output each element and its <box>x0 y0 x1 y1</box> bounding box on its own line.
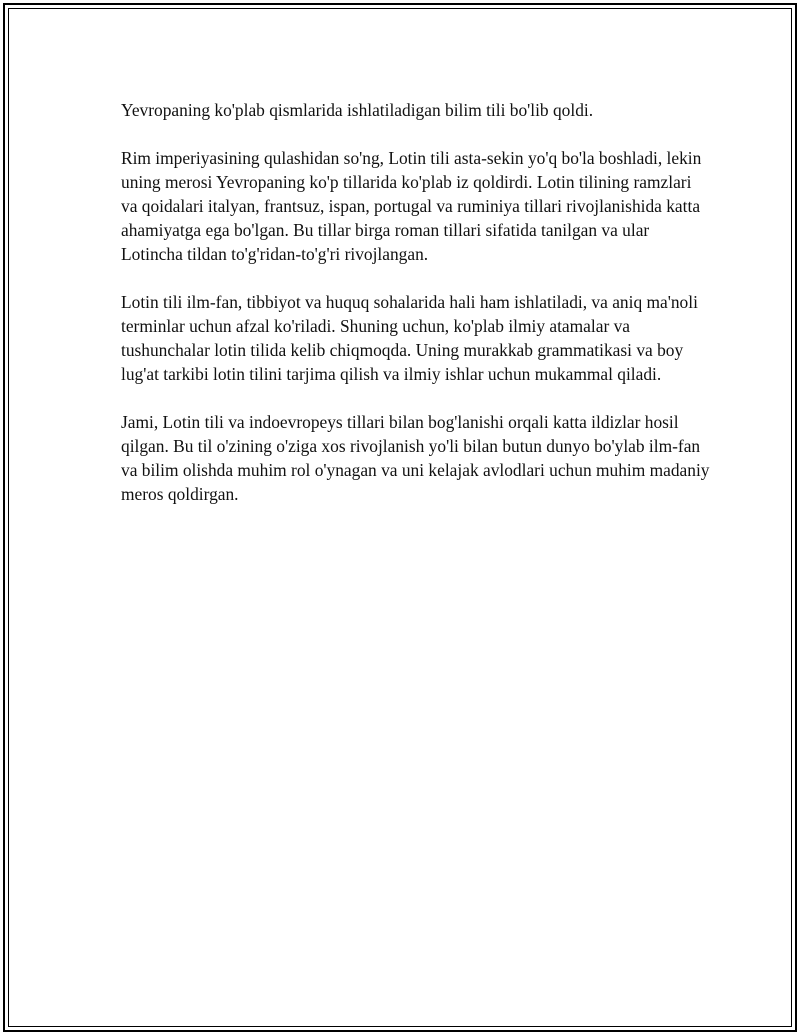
paragraph-1: Yevropaning ko'plab qismlarida ishlatiladigan bilim tili bo'lib qoldi. <box>121 100 594 120</box>
paragraph-4: Jami, Lotin tili va indoevropeys tillari bilan bog'lanishi orqali katta ildizlar hosil qilgan. Bu til o'zining o'ziga xos rivojlanish yo'li bilan butun dunyo bo'ylab ilm-fan va bilim olishda muhim rol o'ynagan va uni kelajak avlodlari uchun muhim madaniy meros qoldirgan. <box>121 412 710 504</box>
paragraph-3: Lotin tili ilm-fan, tibbiyot va huquq sohalarida hali ham ishlatiladi, va aniq ma'noli terminlar uchun afzal ko'riladi. Shuning uchun, ko'plab ilmiy atamalar va tushunchalar lotin tilida kelib chiqmoqda. Uning murakkab grammatikasi va boy lug'at tarkibi lotin tilini tarjima qilish va ilmiy ishlar uchun mukammal qiladi. <box>121 292 698 384</box>
document-page <box>3 3 797 1032</box>
document-body <box>121 98 711 530</box>
paragraph-2: Rim imperiyasining qulashidan so'ng, Lotin tili asta-sekin yo'q bo'la boshladi, lekin uning merosi Yevropaning ko'p tillarida ko'plab iz qoldirdi. Lotin tilining ramzlari va qoidalari italyan, frantsuz, ispan, portugal va ruminiya tillari rivojlanishida katta ahamiyatga ega bo'lgan. Bu tillar birga roman tillari sifatida tanilgan va ular Lotincha tildan to'g'ridan-to'g'ri rivojlangan. <box>121 148 702 264</box>
